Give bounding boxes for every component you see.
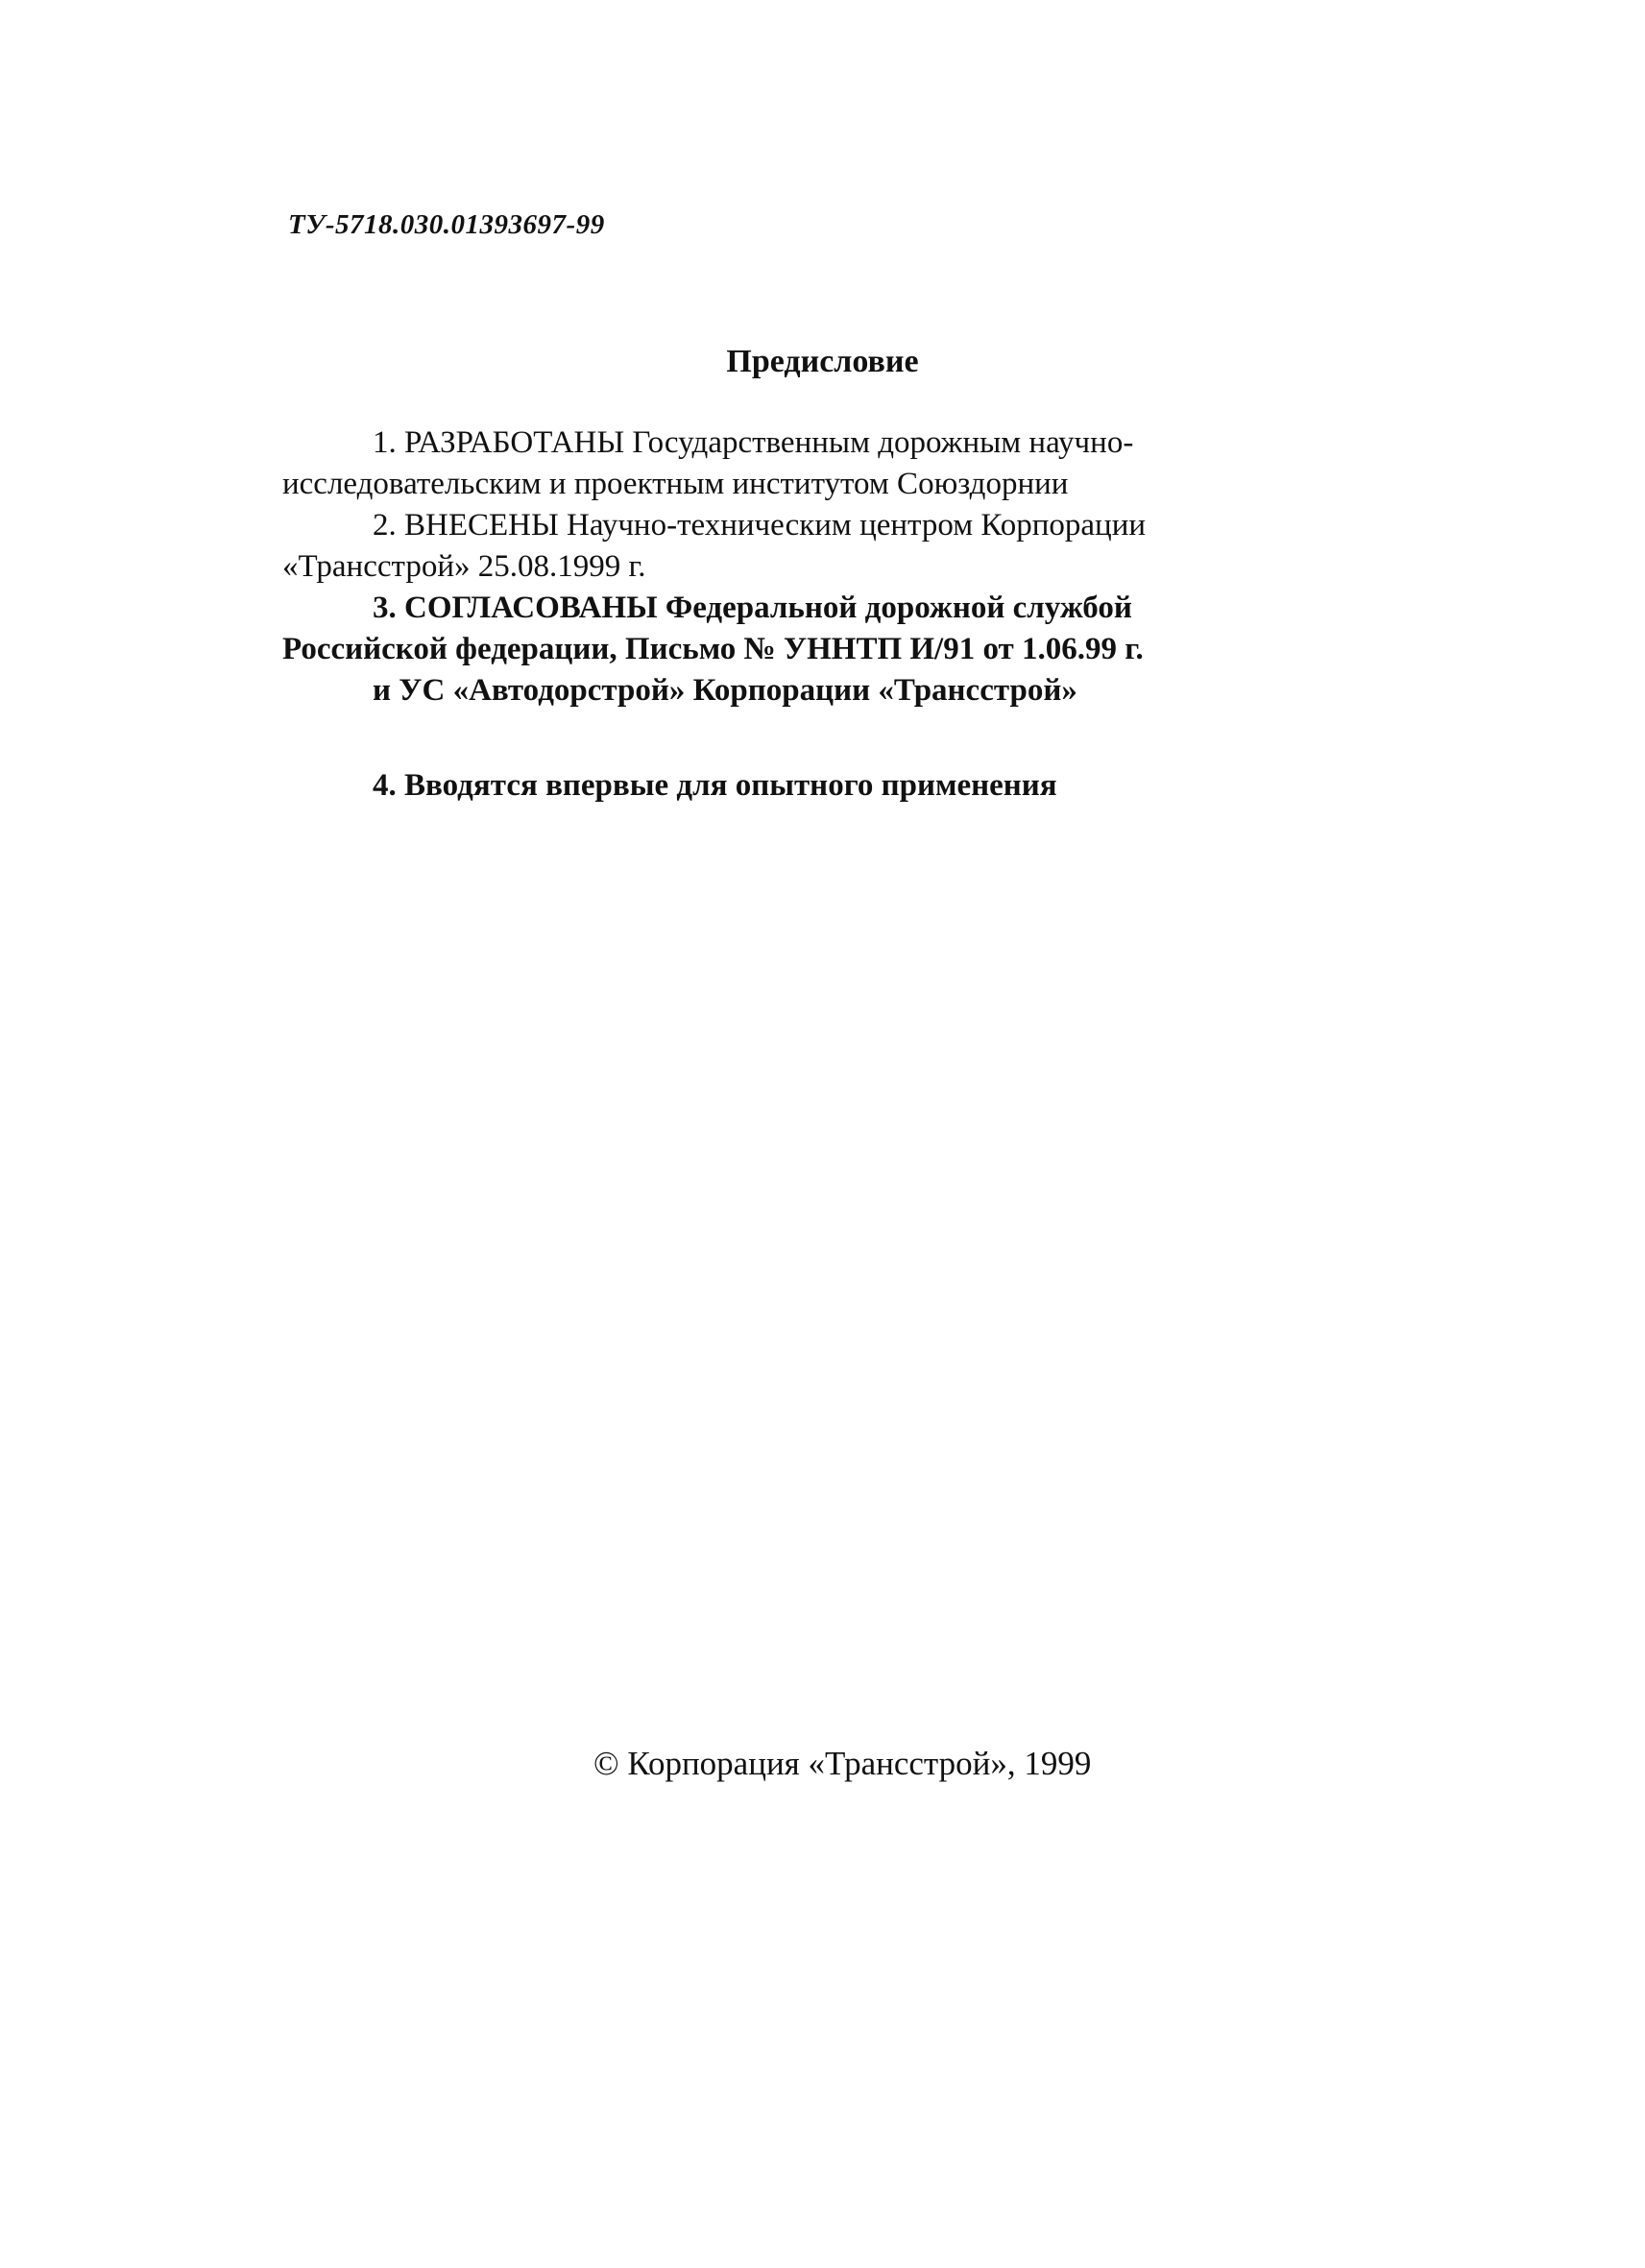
item-3-line-1: 3. СОГЛАСОВАНЫ Федеральной дорожной службой <box>373 591 1132 625</box>
copyright-notice: © Корпорация «Трансстрой», 1999 <box>593 1745 1092 1782</box>
preface-body <box>282 422 1300 712</box>
item-2-line-2: «Трансстрой» 25.08.1999 г. <box>282 549 646 584</box>
document-code: ТУ-5718.030.01393697-99 <box>288 209 605 240</box>
page-title: Предисловие <box>726 344 919 379</box>
item-1-line-2: исследовательским и проектным институтом Союздорнии <box>282 467 1069 501</box>
item-3-line-3: и УС «Автодорстрой» Корпорации «Трансстрой» <box>373 673 1077 708</box>
item-2-line-1: 2. ВНЕСЕНЫ Научно-техническим центром Корпорации <box>373 508 1147 543</box>
item-3-line-2: Российской федерации, Письмо № УННТП И/91 от 1.06.99 г. <box>282 632 1144 666</box>
item-1-line-1: 1. РАЗРАБОТАНЫ Государственным дорожным научно- <box>373 425 1134 460</box>
item-4: 4. Вводятся впервые для опытного применения <box>373 768 1057 803</box>
